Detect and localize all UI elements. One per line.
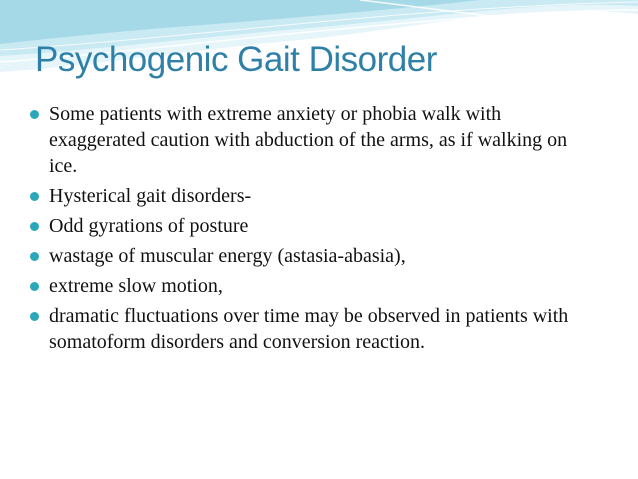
bullet-item <box>30 303 600 355</box>
bullet-icon <box>30 252 39 261</box>
bullet-text: wastage of muscular energy (astasia-abasia), <box>49 245 406 267</box>
bullet-text: Odd gyrations of posture <box>49 215 249 237</box>
bullet-item <box>30 101 600 179</box>
bullet-text: Hysterical gait disorders- <box>49 185 252 207</box>
bullet-item <box>30 183 600 209</box>
bullet-item <box>30 273 600 299</box>
bullet-text: Some patients with extreme anxiety or phobia walk with exaggerated caution with abduction of the arms, as if walking on ice. <box>49 103 568 177</box>
bullet-icon <box>30 312 39 321</box>
bullet-text: dramatic fluctuations over time may be observed in patients with somatoform disorders and conversion reaction. <box>49 305 569 353</box>
bullet-list <box>30 101 600 359</box>
bullet-icon <box>30 282 39 291</box>
bullet-icon <box>30 222 39 231</box>
bullet-icon <box>30 192 39 201</box>
bullet-item <box>30 213 600 239</box>
slide-title: Psychogenic Gait Disorder <box>35 40 437 79</box>
bullet-item <box>30 243 600 269</box>
bullet-icon <box>30 110 39 119</box>
bullet-text: extreme slow motion, <box>49 275 223 297</box>
